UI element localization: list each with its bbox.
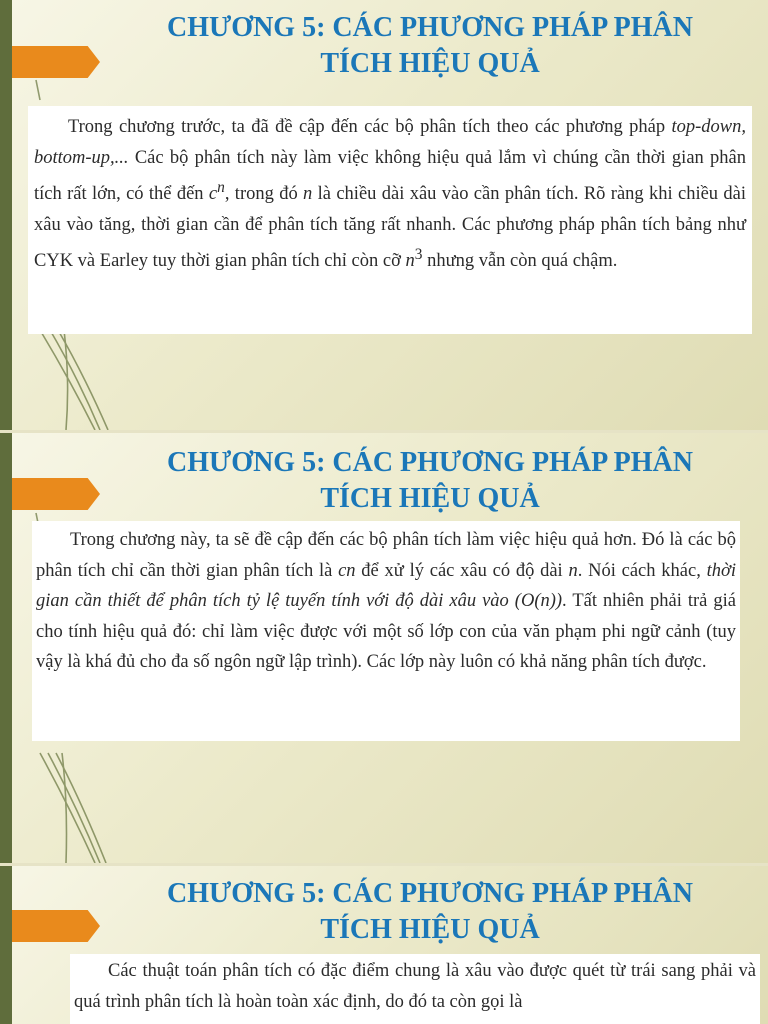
title-line-1: CHƯƠNG 5: CÁC PHƯƠNG PHÁP PHÂN (167, 878, 693, 909)
title-line-2: TÍCH HIỆU QUẢ (320, 48, 540, 79)
slide-3 (0, 866, 768, 1024)
slide-left-bar (0, 433, 12, 863)
slide-2 (0, 433, 768, 863)
title-line-1: CHƯƠNG 5: CÁC PHƯƠNG PHÁP PHÂN (167, 447, 693, 478)
orange-arrow-icon (12, 478, 100, 510)
scanned-text-block (28, 106, 752, 334)
slide-title (110, 10, 750, 82)
scanned-text-block (70, 954, 760, 1024)
slide-title (110, 876, 750, 948)
scanned-text-block (32, 521, 740, 741)
slide-1 (0, 0, 768, 430)
paragraph: Các thuật toán phân tích có đặc điểm chung là xâu vào được quét từ trái sang phải và quá trình phân tích là hoàn toàn xác định, do đó ta còn gọi là (74, 961, 756, 1012)
slide-left-bar (0, 0, 12, 430)
title-line-2: TÍCH HIỆU QUẢ (320, 483, 540, 514)
orange-arrow-icon (12, 910, 100, 942)
orange-arrow-icon (12, 46, 100, 78)
slide-title (110, 445, 750, 517)
paragraph: Trong chương trước, ta đã đề cập đến các bộ phân tích theo các phương pháp top-down, bottom-up,... Các bộ phân tích này làm việc không hiệu quả lắm vì chúng cần thời gian phân tích rất lớn, có thể đến $c^n$, trong đó n là chiều dài xâu vào cần phân tích. Rõ ràng khi chiều dài xâu vào tăng, thời gian cần để phân tích tăng rất nhanh. Các phương pháp phân tích bảng như CYK và Earley tuy thời gian phân tích chỉ còn cỡ $n^3$ nhưng vẫn còn quá chậm. (34, 117, 746, 272)
title-line-2: TÍCH HIỆU QUẢ (320, 914, 540, 945)
title-line-1: CHƯƠNG 5: CÁC PHƯƠNG PHÁP PHÂN (167, 12, 693, 43)
slide-left-bar (0, 866, 12, 1024)
paragraph: Trong chương này, ta sẽ đề cập đến các bộ phân tích làm việc hiệu quả hơn. Đó là các bộ phân tích chỉ cần thời gian phân tích là cn để xử lý các xâu có độ dài n. Nói cách khác, thời gian cần thiết để phân tích tỷ lệ tuyến tính với độ dài xâu vào (O(n)). Tất nhiên phải trả giá cho tính hiệu quả đó: chỉ làm việc được với một số lớp con của văn phạm phi ngữ cảnh (tuy vậy là khá đủ cho đa số ngôn ngữ lập trình). Các lớp này luôn có khả năng phân tích được. (36, 530, 736, 672)
